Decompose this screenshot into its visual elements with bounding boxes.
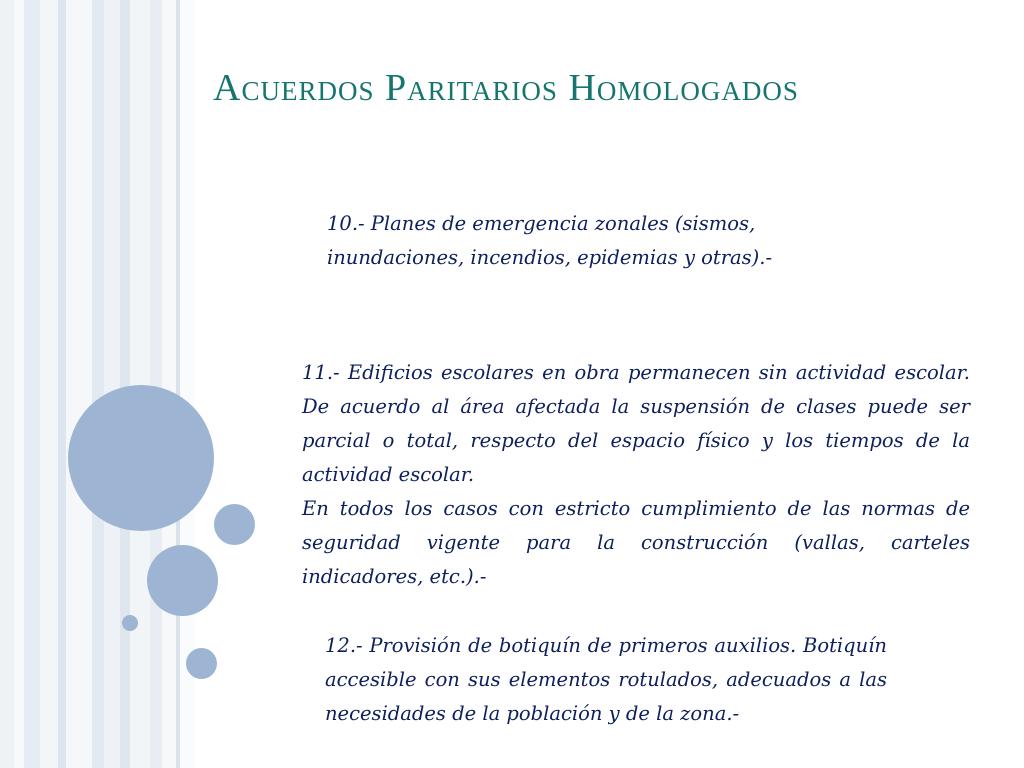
item-10-text: 10.- Planes de emergencia zonales (sismos, inundaciones, incendios, epidemias y otras).- [327,212,773,269]
decorative-circle-small [122,615,138,631]
decorative-circle-small [186,648,217,679]
decorative-circle-large [68,385,214,531]
item-10 [327,207,892,275]
item-12-text: 12.- Provisión de botiquín de primeros auxilios. Botiquín accesible con sus elementos rotulados, adecuados a las necesidades de la población y de la zona.- [325,634,887,725]
slide-title: Acuerdos Paritarios Homologados [213,67,799,109]
decorative-stripes [0,0,195,768]
decorative-circle-medium [147,545,218,616]
decorative-circle-medium [214,504,255,545]
item-11-note: En todos los casos con estricto cumplimiento de las normas de seguridad vigente para la construcción (vallas, carteles indicadores, etc.).- [302,497,970,588]
item-11 [302,356,970,594]
item-12 [325,629,887,731]
item-11-text: 11.- Edificios escolares en obra permanecen sin actividad escolar. De acuerdo al área afectada la suspensión de clases puede ser parcial o total, respecto del espacio físico y los tiempos de la actividad escolar. [302,361,970,486]
